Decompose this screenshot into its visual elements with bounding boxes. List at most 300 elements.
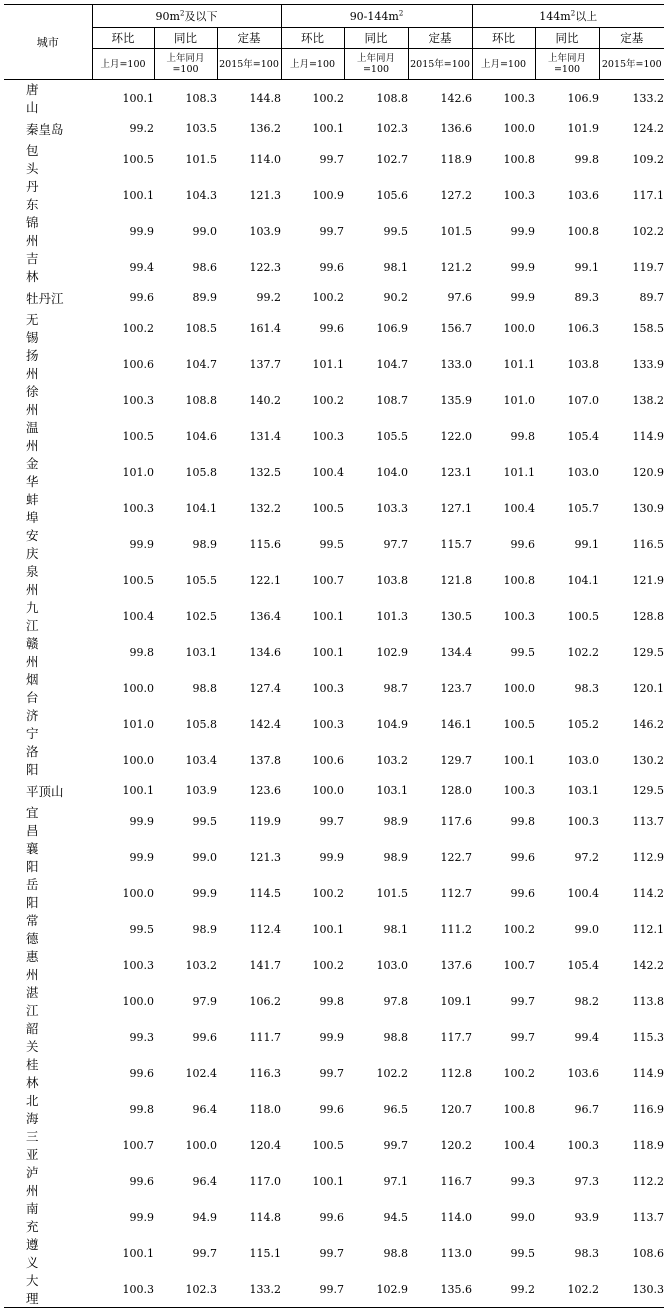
city-name-cell bbox=[4, 983, 92, 1019]
base-header-yoy bbox=[535, 49, 599, 80]
value-cell-mom: 100.3 bbox=[503, 188, 535, 202]
value-cell-mom: 99.6 bbox=[510, 886, 535, 900]
value-cell-fixed: 128.0 bbox=[440, 784, 472, 797]
value-cell-fixed: 117.1 bbox=[632, 188, 664, 202]
header-row-bases bbox=[4, 49, 664, 80]
city-name-cell bbox=[4, 670, 92, 706]
value-cell-fixed: 122.7 bbox=[440, 850, 472, 864]
value-cell-fixed: 122.3 bbox=[249, 260, 281, 274]
value-cell-yoy: 103.8 bbox=[376, 573, 408, 587]
value-cell-mom: 99.9 bbox=[319, 1030, 344, 1044]
table-row bbox=[4, 875, 664, 911]
value-cell-fixed: 112.8 bbox=[440, 1066, 472, 1080]
value-cell-mom: 99.7 bbox=[319, 152, 344, 166]
value-cell-fixed: 120.9 bbox=[632, 465, 664, 479]
value-cell-mom: 100.1 bbox=[312, 922, 344, 936]
value-cell-fixed: 130.9 bbox=[632, 501, 664, 515]
value-cell-yoy: 104.3 bbox=[185, 188, 217, 202]
metric-header-fixed: 定基 bbox=[217, 28, 281, 49]
base-header-yoy-text: 上年同月=100 bbox=[547, 53, 586, 75]
value-cell-mom: 100.2 bbox=[312, 291, 344, 304]
value-cell-yoy: 103.5 bbox=[185, 122, 217, 135]
group-header-medium: $90-144m^2$ bbox=[281, 5, 472, 28]
city-name-cell bbox=[4, 418, 92, 454]
value-cell-yoy: 89.3 bbox=[574, 291, 599, 304]
value-cell-mom: 100.1 bbox=[312, 609, 344, 623]
value-cell-yoy: 98.9 bbox=[383, 814, 408, 828]
value-cell-mom: 100.4 bbox=[122, 609, 154, 623]
value-cell-fixed: 127.4 bbox=[249, 681, 281, 695]
value-cell-mom: 99.5 bbox=[510, 1246, 535, 1260]
value-cell-yoy: 98.3 bbox=[574, 1246, 599, 1260]
value-cell-fixed: 111.7 bbox=[249, 1030, 281, 1044]
city-name: 蚌埠 bbox=[26, 492, 65, 525]
value-cell-yoy: 105.4 bbox=[567, 958, 599, 972]
city-name: 泉州 bbox=[26, 564, 65, 597]
value-cell-fixed: 142.4 bbox=[249, 717, 281, 731]
base-header-mom: 上月=100 bbox=[92, 49, 154, 80]
value-cell-mom: 100.1 bbox=[122, 784, 154, 797]
table-row bbox=[4, 116, 664, 141]
city-name: 牡丹江 bbox=[26, 290, 64, 306]
value-cell-yoy: 98.1 bbox=[383, 260, 408, 274]
value-cell-yoy: 98.8 bbox=[192, 681, 217, 695]
value-cell-yoy: 108.5 bbox=[185, 321, 217, 335]
table-row bbox=[4, 706, 664, 742]
metric-header-mom: 环比 bbox=[472, 28, 535, 49]
value-cell-fixed: 127.2 bbox=[440, 188, 472, 202]
metric-header-yoy: 同比 bbox=[344, 28, 408, 49]
value-cell-yoy: 108.3 bbox=[185, 91, 217, 105]
price-index-table-container bbox=[4, 4, 664, 1308]
value-cell-yoy: 104.9 bbox=[376, 717, 408, 731]
value-cell-yoy: 102.2 bbox=[376, 1066, 408, 1080]
price-index-table bbox=[4, 4, 664, 1308]
value-cell-mom: 100.5 bbox=[122, 429, 154, 443]
value-cell-fixed: 114.8 bbox=[249, 1210, 281, 1224]
value-cell-yoy: 94.5 bbox=[383, 1210, 408, 1224]
table-row bbox=[4, 80, 664, 117]
value-cell-yoy: 103.1 bbox=[376, 784, 408, 797]
city-name: 襄阳 bbox=[26, 841, 65, 874]
value-cell-yoy: 99.4 bbox=[574, 1030, 599, 1044]
value-cell-fixed: 114.5 bbox=[249, 886, 281, 900]
city-name: 韶关 bbox=[26, 1021, 65, 1054]
value-cell-fixed: 115.1 bbox=[249, 1246, 281, 1260]
metric-header-fixed: 定基 bbox=[599, 28, 664, 49]
value-cell-mom: 100.2 bbox=[503, 1066, 535, 1080]
city-name-cell bbox=[4, 598, 92, 634]
value-cell-fixed: 115.3 bbox=[632, 1030, 664, 1044]
value-cell-yoy: 98.1 bbox=[383, 922, 408, 936]
table-body bbox=[4, 80, 664, 1308]
value-cell-fixed: 108.6 bbox=[632, 1246, 664, 1260]
value-cell-yoy: 96.4 bbox=[192, 1174, 217, 1188]
value-cell-fixed: 141.7 bbox=[249, 958, 281, 972]
value-cell-mom: 100.1 bbox=[312, 122, 344, 135]
table-row bbox=[4, 1163, 664, 1199]
city-name-cell bbox=[4, 1199, 92, 1235]
value-cell-yoy: 99.0 bbox=[574, 922, 599, 936]
value-cell-fixed: 129.7 bbox=[440, 753, 472, 767]
table-row bbox=[4, 418, 664, 454]
value-cell-fixed: 161.4 bbox=[249, 321, 281, 335]
value-cell-mom: 100.3 bbox=[503, 609, 535, 623]
value-cell-yoy: 103.9 bbox=[185, 784, 217, 797]
table-row bbox=[4, 526, 664, 562]
value-cell-fixed: 136.2 bbox=[249, 122, 281, 135]
city-name-cell bbox=[4, 562, 92, 598]
value-cell-mom: 99.8 bbox=[510, 429, 535, 443]
value-cell-mom: 100.3 bbox=[312, 681, 344, 695]
city-name-cell bbox=[4, 1019, 92, 1055]
value-cell-mom: 99.6 bbox=[510, 537, 535, 551]
city-name: 徐州 bbox=[26, 384, 65, 417]
value-cell-mom: 100.8 bbox=[503, 152, 535, 166]
value-cell-yoy: 97.1 bbox=[383, 1174, 408, 1188]
value-cell-yoy: 106.3 bbox=[567, 321, 599, 335]
table-row bbox=[4, 382, 664, 418]
value-cell-mom: 100.5 bbox=[122, 152, 154, 166]
value-cell-mom: 101.0 bbox=[122, 717, 154, 731]
value-cell-mom: 100.3 bbox=[122, 501, 154, 515]
value-cell-mom: 100.0 bbox=[503, 681, 535, 695]
value-cell-yoy: 104.0 bbox=[376, 465, 408, 479]
value-cell-yoy: 100.3 bbox=[567, 1138, 599, 1152]
value-cell-fixed: 114.2 bbox=[632, 886, 664, 900]
city-name: 湛江 bbox=[26, 985, 65, 1018]
value-cell-fixed: 109.1 bbox=[440, 994, 472, 1008]
value-cell-fixed: 144.8 bbox=[249, 91, 281, 105]
value-cell-mom: 99.3 bbox=[129, 1030, 154, 1044]
city-name: 宜昌 bbox=[26, 805, 65, 838]
value-cell-yoy: 105.8 bbox=[185, 465, 217, 479]
value-cell-fixed: 142.6 bbox=[440, 91, 472, 105]
value-cell-fixed: 109.2 bbox=[632, 152, 664, 166]
value-cell-yoy: 99.8 bbox=[574, 152, 599, 166]
header-row-metrics bbox=[4, 28, 664, 49]
value-cell-mom: 99.8 bbox=[129, 645, 154, 659]
value-cell-yoy: 98.7 bbox=[383, 681, 408, 695]
value-cell-mom: 99.8 bbox=[129, 1102, 154, 1116]
value-cell-yoy: 102.7 bbox=[376, 152, 408, 166]
value-cell-fixed: 135.6 bbox=[408, 1271, 472, 1308]
city-name-cell bbox=[4, 778, 92, 803]
city-name-cell bbox=[4, 803, 92, 839]
value-cell-yoy: 105.5 bbox=[376, 429, 408, 443]
value-cell-fixed: 146.2 bbox=[632, 717, 664, 731]
table-row bbox=[4, 1091, 664, 1127]
value-cell-fixed: 101.5 bbox=[440, 224, 472, 238]
value-cell-fixed: 114.0 bbox=[440, 1210, 472, 1224]
value-cell-fixed: 129.5 bbox=[632, 784, 664, 797]
value-cell-mom: 100.0 bbox=[503, 321, 535, 335]
city-name-cell bbox=[4, 526, 92, 562]
value-cell-yoy: 94.9 bbox=[192, 1210, 217, 1224]
metric-header-fixed: 定基 bbox=[408, 28, 472, 49]
city-name: 三亚 bbox=[26, 1129, 65, 1162]
value-cell-fixed: 158.5 bbox=[632, 321, 664, 335]
value-cell-yoy: 103.4 bbox=[185, 753, 217, 767]
value-cell-yoy: 100.3 bbox=[567, 814, 599, 828]
value-cell-mom: 100.0 bbox=[122, 994, 154, 1008]
value-cell-yoy: 103.2 bbox=[376, 753, 408, 767]
value-cell-yoy: 103.0 bbox=[376, 958, 408, 972]
table-row bbox=[4, 778, 664, 803]
value-cell-fixed: 120.2 bbox=[440, 1138, 472, 1152]
value-cell-yoy: 102.3 bbox=[154, 1271, 217, 1308]
value-cell-fixed: 89.7 bbox=[639, 291, 664, 304]
value-cell-mom: 100.9 bbox=[312, 188, 344, 202]
value-cell-yoy: 98.9 bbox=[192, 922, 217, 936]
city-name: 无锡 bbox=[26, 312, 65, 345]
value-cell-fixed: 134.4 bbox=[440, 645, 472, 659]
value-cell-yoy: 97.9 bbox=[192, 994, 217, 1008]
value-cell-yoy: 103.6 bbox=[567, 1066, 599, 1080]
value-cell-mom: 99.9 bbox=[129, 537, 154, 551]
value-cell-yoy: 100.0 bbox=[185, 1138, 217, 1152]
value-cell-mom: 100.2 bbox=[122, 321, 154, 335]
value-cell-mom: 100.1 bbox=[122, 1246, 154, 1260]
base-header-mom: 上月=100 bbox=[281, 49, 344, 80]
value-cell-fixed: 115.7 bbox=[440, 537, 472, 551]
base-header-yoy bbox=[154, 49, 217, 80]
city-name: 温州 bbox=[26, 420, 65, 453]
value-cell-mom: 99.6 bbox=[129, 1066, 154, 1080]
value-cell-mom: 99.7 bbox=[281, 1271, 344, 1308]
value-cell-mom: 100.2 bbox=[312, 91, 344, 105]
value-cell-fixed: 120.7 bbox=[440, 1102, 472, 1116]
value-cell-mom: 99.8 bbox=[510, 814, 535, 828]
value-cell-fixed: 113.8 bbox=[632, 994, 664, 1008]
value-cell-mom: 100.3 bbox=[122, 958, 154, 972]
value-cell-mom: 100.4 bbox=[503, 1138, 535, 1152]
city-name: 北海 bbox=[26, 1093, 65, 1126]
table-row bbox=[4, 141, 664, 177]
value-cell-yoy: 106.9 bbox=[567, 91, 599, 105]
value-cell-fixed: 123.6 bbox=[249, 784, 281, 797]
city-name: 大理 bbox=[26, 1273, 65, 1306]
city-name: 丹东 bbox=[26, 179, 65, 212]
value-cell-mom: 99.6 bbox=[319, 321, 344, 335]
table-row bbox=[4, 346, 664, 382]
value-cell-fixed: 122.1 bbox=[249, 573, 281, 587]
value-cell-mom: 100.4 bbox=[503, 501, 535, 515]
table-row bbox=[4, 598, 664, 634]
value-cell-fixed: 120.4 bbox=[249, 1138, 281, 1152]
value-cell-yoy: 102.9 bbox=[376, 645, 408, 659]
base-header-yoy-text: 上年同月=100 bbox=[356, 53, 395, 75]
value-cell-mom: 99.6 bbox=[510, 850, 535, 864]
value-cell-mom: 100.4 bbox=[312, 465, 344, 479]
value-cell-fixed: 142.2 bbox=[632, 958, 664, 972]
value-cell-yoy: 98.8 bbox=[383, 1246, 408, 1260]
city-name-cell bbox=[4, 911, 92, 947]
value-cell-yoy: 96.7 bbox=[574, 1102, 599, 1116]
value-cell-mom: 100.3 bbox=[122, 393, 154, 407]
value-cell-mom: 100.3 bbox=[312, 717, 344, 731]
value-cell-fixed: 133.2 bbox=[632, 91, 664, 105]
value-cell-fixed: 106.2 bbox=[249, 994, 281, 1008]
value-cell-fixed: 115.6 bbox=[249, 537, 281, 551]
value-cell-yoy: 102.2 bbox=[567, 645, 599, 659]
table-row bbox=[4, 490, 664, 526]
value-cell-mom: 99.6 bbox=[319, 260, 344, 274]
city-name: 遵义 bbox=[26, 1237, 65, 1270]
value-cell-yoy: 103.3 bbox=[376, 501, 408, 515]
metric-header-mom: 环比 bbox=[92, 28, 154, 49]
city-name-cell bbox=[4, 80, 92, 117]
value-cell-fixed: 120.1 bbox=[632, 681, 664, 695]
table-row bbox=[4, 1127, 664, 1163]
table-row bbox=[4, 310, 664, 346]
table-row bbox=[4, 285, 664, 310]
value-cell-fixed: 111.2 bbox=[440, 922, 472, 936]
value-cell-fixed: 117.6 bbox=[440, 814, 472, 828]
city-name: 常德 bbox=[26, 913, 65, 946]
group-header-large: $144m^2$以上 bbox=[472, 5, 664, 28]
value-cell-fixed: 156.7 bbox=[440, 321, 472, 335]
metric-header-yoy: 同比 bbox=[154, 28, 217, 49]
value-cell-fixed: 118.0 bbox=[249, 1102, 281, 1116]
value-cell-yoy: 99.0 bbox=[192, 224, 217, 238]
value-cell-fixed: 121.3 bbox=[249, 188, 281, 202]
value-cell-fixed: 137.7 bbox=[249, 357, 281, 371]
value-cell-yoy: 108.8 bbox=[185, 393, 217, 407]
value-cell-yoy: 104.6 bbox=[185, 429, 217, 443]
value-cell-fixed: 112.1 bbox=[632, 922, 664, 936]
city-name: 平顶山 bbox=[26, 783, 64, 799]
value-cell-fixed: 128.8 bbox=[632, 609, 664, 623]
value-cell-mom: 99.9 bbox=[510, 224, 535, 238]
value-cell-mom: 100.3 bbox=[503, 784, 535, 797]
city-name-cell bbox=[4, 141, 92, 177]
value-cell-fixed: 124.2 bbox=[632, 122, 664, 135]
value-cell-yoy: 89.9 bbox=[192, 291, 217, 304]
value-cell-fixed: 130.3 bbox=[599, 1271, 664, 1308]
city-name-cell bbox=[4, 1127, 92, 1163]
value-cell-yoy: 99.6 bbox=[192, 1030, 217, 1044]
base-header-yoy-text: 上年同月=100 bbox=[166, 53, 205, 75]
value-cell-mom: 99.4 bbox=[129, 260, 154, 274]
value-cell-mom: 100.3 bbox=[503, 91, 535, 105]
city-name: 惠州 bbox=[26, 949, 65, 982]
value-cell-mom: 100.1 bbox=[122, 91, 154, 105]
city-name-cell bbox=[4, 742, 92, 778]
value-cell-mom: 100.7 bbox=[312, 573, 344, 587]
value-cell-mom: 100.2 bbox=[312, 886, 344, 900]
base-header-fixed: 2015年=100 bbox=[217, 49, 281, 80]
value-cell-mom: 100.3 bbox=[312, 429, 344, 443]
value-cell-fixed: 127.1 bbox=[440, 501, 472, 515]
value-cell-fixed: 112.2 bbox=[632, 1174, 664, 1188]
value-cell-yoy: 96.5 bbox=[383, 1102, 408, 1116]
value-cell-mom: 99.7 bbox=[510, 1030, 535, 1044]
city-name-cell bbox=[4, 249, 92, 285]
city-name-cell bbox=[4, 875, 92, 911]
value-cell-yoy: 99.1 bbox=[574, 260, 599, 274]
value-cell-fixed: 118.9 bbox=[440, 152, 472, 166]
value-cell-fixed: 122.0 bbox=[440, 429, 472, 443]
city-name: 南充 bbox=[26, 1201, 65, 1234]
city-name-cell bbox=[4, 213, 92, 249]
value-cell-yoy: 99.0 bbox=[192, 850, 217, 864]
value-cell-yoy: 98.9 bbox=[192, 537, 217, 551]
value-cell-yoy: 103.1 bbox=[185, 645, 217, 659]
table-row bbox=[4, 454, 664, 490]
value-cell-yoy: 102.9 bbox=[344, 1271, 408, 1308]
city-name: 洛阳 bbox=[26, 744, 65, 777]
value-cell-yoy: 102.4 bbox=[185, 1066, 217, 1080]
value-cell-yoy: 105.2 bbox=[567, 717, 599, 731]
city-name: 唐山 bbox=[26, 82, 65, 115]
city-name-cell bbox=[4, 382, 92, 418]
city-name: 烟台 bbox=[26, 672, 65, 705]
city-name-cell bbox=[4, 634, 92, 670]
value-cell-fixed: 121.2 bbox=[440, 260, 472, 274]
table-row bbox=[4, 742, 664, 778]
value-cell-mom: 99.3 bbox=[510, 1174, 535, 1188]
value-cell-fixed: 133.9 bbox=[632, 357, 664, 371]
value-cell-fixed: 146.1 bbox=[440, 717, 472, 731]
value-cell-mom: 99.7 bbox=[319, 224, 344, 238]
value-cell-mom: 100.8 bbox=[503, 573, 535, 587]
value-cell-fixed: 133.2 bbox=[217, 1271, 281, 1308]
metric-header-yoy: 同比 bbox=[535, 28, 599, 49]
value-cell-yoy: 104.7 bbox=[376, 357, 408, 371]
value-cell-yoy: 98.6 bbox=[192, 260, 217, 274]
value-cell-yoy: 100.5 bbox=[567, 609, 599, 623]
value-cell-mom: 100.5 bbox=[312, 1138, 344, 1152]
value-cell-mom: 100.2 bbox=[312, 958, 344, 972]
value-cell-yoy: 98.3 bbox=[574, 681, 599, 695]
city-column-header: 城市 bbox=[4, 5, 92, 80]
value-cell-fixed: 116.9 bbox=[632, 1102, 664, 1116]
value-cell-fixed: 140.2 bbox=[249, 393, 281, 407]
value-cell-yoy: 103.2 bbox=[185, 958, 217, 972]
table-row bbox=[4, 249, 664, 285]
value-cell-mom: 99.2 bbox=[472, 1271, 535, 1308]
value-cell-yoy: 104.7 bbox=[185, 357, 217, 371]
city-name: 秦皇岛 bbox=[26, 121, 64, 137]
value-cell-mom: 99.7 bbox=[319, 1066, 344, 1080]
value-cell-yoy: 99.5 bbox=[383, 224, 408, 238]
value-cell-fixed: 118.9 bbox=[632, 1138, 664, 1152]
city-name-cell bbox=[4, 1055, 92, 1091]
table-row bbox=[4, 670, 664, 706]
value-cell-mom: 99.2 bbox=[129, 122, 154, 135]
value-cell-yoy: 97.7 bbox=[383, 537, 408, 551]
value-cell-yoy: 101.3 bbox=[376, 609, 408, 623]
city-name-cell bbox=[4, 116, 92, 141]
city-name-cell bbox=[4, 1235, 92, 1271]
value-cell-mom: 100.2 bbox=[312, 393, 344, 407]
value-cell-yoy: 96.4 bbox=[192, 1102, 217, 1116]
value-cell-yoy: 93.9 bbox=[574, 1210, 599, 1224]
table-row bbox=[4, 1235, 664, 1271]
value-cell-yoy: 99.7 bbox=[192, 1246, 217, 1260]
value-cell-mom: 99.8 bbox=[319, 994, 344, 1008]
value-cell-mom: 99.6 bbox=[129, 1174, 154, 1188]
value-cell-mom: 101.0 bbox=[503, 393, 535, 407]
value-cell-yoy: 102.5 bbox=[185, 609, 217, 623]
value-cell-mom: 100.1 bbox=[503, 753, 535, 767]
value-cell-mom: 99.9 bbox=[129, 814, 154, 828]
base-header-fixed: 2015年=100 bbox=[599, 49, 664, 80]
city-name: 金华 bbox=[26, 456, 65, 489]
city-name: 桂林 bbox=[26, 1057, 65, 1090]
value-cell-fixed: 119.7 bbox=[632, 260, 664, 274]
